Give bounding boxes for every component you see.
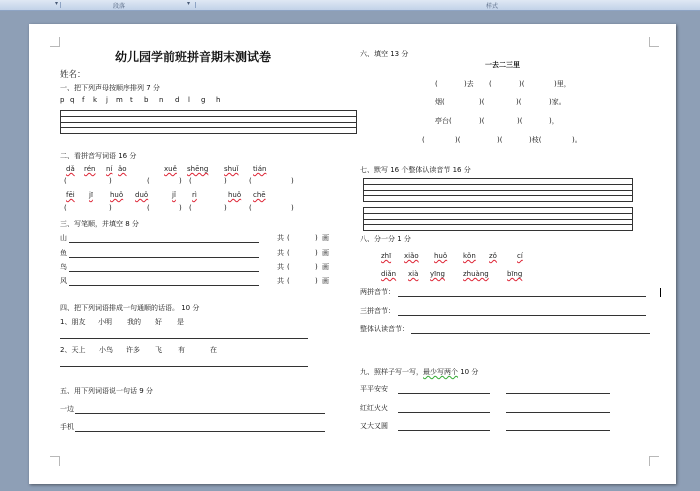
q1-letter: f bbox=[82, 96, 85, 104]
q6-heading: 六、填空 13 分 bbox=[360, 50, 409, 58]
q4-word: 许多 bbox=[126, 346, 140, 354]
q8-heading: 八、分一分 1 分 bbox=[360, 235, 411, 243]
pinyin-word: ǎo bbox=[118, 165, 127, 173]
pinyin-word: xuě bbox=[164, 165, 177, 173]
ribbon-group-styles[interactable]: 样式 bbox=[486, 3, 499, 10]
q9-heading: 九、照样子写一写，最少写两个 10 分 bbox=[360, 368, 479, 376]
ribbon-group-paragraph[interactable]: 段落 bbox=[113, 3, 126, 10]
pinyin-word: tián bbox=[253, 165, 267, 173]
total-label: 共 bbox=[277, 234, 284, 242]
paren: ) bbox=[315, 234, 318, 242]
q1-letter: t bbox=[130, 96, 133, 104]
stroke-order-line[interactable] bbox=[69, 242, 259, 243]
paren: ( bbox=[147, 204, 150, 212]
poem-blank: )枝( bbox=[529, 136, 542, 144]
answer-line[interactable] bbox=[398, 412, 490, 413]
paren: ( bbox=[287, 277, 290, 285]
poem-blank: )， bbox=[549, 117, 559, 125]
q9-example: 又大又圆 bbox=[360, 422, 388, 430]
answer-line[interactable] bbox=[75, 413, 325, 414]
pinyin-syllable: huǒ bbox=[434, 252, 448, 260]
paren: ) bbox=[109, 204, 112, 212]
crop-mark bbox=[649, 37, 659, 47]
pinyin-word: dǎ bbox=[66, 165, 75, 173]
q1-letter: g bbox=[201, 96, 206, 104]
q1-letter: b bbox=[144, 96, 149, 104]
paren: ( bbox=[189, 204, 192, 212]
page-title: 幼儿园学前班拼音期末测试卷 bbox=[115, 50, 272, 64]
paren: ) bbox=[291, 177, 294, 185]
pinyin-syllable: cí bbox=[517, 252, 523, 260]
total-label: 共 bbox=[277, 277, 284, 285]
crop-mark bbox=[50, 37, 60, 47]
q5-heading: 五、用下列词语说一句话 9 分 bbox=[60, 387, 153, 395]
ribbon-launcher-icon[interactable]: ▾ bbox=[55, 0, 59, 7]
q9-example: 红红火火 bbox=[360, 404, 388, 412]
q9-example: 平平安安 bbox=[360, 385, 388, 393]
poem-blank: ( bbox=[422, 136, 425, 144]
pinyin-syllable: bīng bbox=[507, 270, 523, 278]
q4-word: 2、天上 bbox=[60, 346, 86, 354]
paren: ) bbox=[315, 249, 318, 257]
q4-word: 好 bbox=[155, 318, 162, 326]
q2-heading: 二、看拼音写词语 16 分 bbox=[60, 152, 137, 160]
stroke-order-line[interactable] bbox=[69, 257, 259, 258]
poem-blank: )( bbox=[497, 136, 503, 144]
paren: ) bbox=[224, 204, 227, 212]
q1-writing-lines[interactable] bbox=[60, 110, 357, 134]
q3-char: 风 bbox=[60, 277, 67, 285]
poem-blank: )家。 bbox=[549, 98, 566, 106]
paren: ) bbox=[315, 277, 318, 285]
pinyin-word: shēng bbox=[187, 165, 209, 173]
pinyin-word: huǒ bbox=[110, 191, 124, 199]
ribbon-strip bbox=[0, 0, 700, 11]
pinyin-word: jǐ bbox=[172, 191, 176, 199]
q1-letter: q bbox=[70, 96, 75, 104]
q1-letter: h bbox=[216, 96, 221, 104]
paren: ( bbox=[64, 177, 67, 185]
q1-letter: m bbox=[116, 96, 123, 104]
pinyin-syllable: diǎn bbox=[381, 270, 397, 278]
poem-blank: 烟( bbox=[435, 98, 445, 106]
total-label: 共 bbox=[277, 249, 284, 257]
pinyin-word: rì bbox=[192, 191, 197, 199]
answer-line[interactable] bbox=[411, 333, 650, 334]
answer-line[interactable] bbox=[398, 296, 646, 297]
q1-letter: d bbox=[175, 96, 180, 104]
answer-line[interactable] bbox=[506, 393, 610, 394]
answer-line[interactable] bbox=[75, 431, 325, 432]
unit-label: 画 bbox=[322, 263, 329, 271]
paren: ) bbox=[179, 204, 182, 212]
pinyin-syllable: zǒ bbox=[489, 252, 497, 260]
pinyin-word: shuǐ bbox=[224, 165, 239, 173]
unit-label: 画 bbox=[322, 249, 329, 257]
paren: ) bbox=[315, 263, 318, 271]
q4-word: 在 bbox=[210, 346, 217, 354]
q4-word: 是 bbox=[177, 318, 184, 326]
category-label: 两拼音节： bbox=[360, 288, 395, 296]
q1-letter: p bbox=[60, 96, 65, 104]
document-page[interactable] bbox=[29, 24, 676, 484]
paren: ) bbox=[224, 177, 227, 185]
pinyin-word: chē bbox=[253, 191, 266, 199]
pinyin-syllable: kǒn bbox=[463, 252, 476, 260]
ribbon-launcher-icon[interactable]: ▾ bbox=[187, 0, 191, 7]
poem-title: 一去二三里 bbox=[485, 61, 520, 69]
answer-line[interactable] bbox=[60, 366, 308, 367]
answer-line[interactable] bbox=[398, 315, 646, 316]
poem-blank: )( bbox=[516, 98, 522, 106]
pinyin-syllable: xiǎo bbox=[404, 252, 419, 260]
q1-letter: n bbox=[159, 96, 164, 104]
q7-writing-lines-2[interactable] bbox=[363, 207, 633, 231]
q4-word: 小鸟 bbox=[99, 346, 113, 354]
q1-letter: j bbox=[106, 96, 108, 104]
pinyin-syllable: zhī bbox=[381, 252, 392, 260]
pinyin-word: jī bbox=[89, 191, 93, 199]
name-label: 姓名： bbox=[60, 70, 86, 80]
poem-blank: )去 bbox=[464, 80, 474, 88]
paren: ( bbox=[287, 263, 290, 271]
q3-char: 鸟 bbox=[60, 263, 67, 271]
poem-blank: ( bbox=[489, 80, 492, 88]
answer-line[interactable] bbox=[398, 393, 490, 394]
paren: ( bbox=[64, 204, 67, 212]
poem-blank: )里， bbox=[554, 80, 571, 88]
paren: ) bbox=[179, 177, 182, 185]
paren: ( bbox=[287, 234, 290, 242]
q3-char: 山 bbox=[60, 234, 67, 242]
poem-blank: )( bbox=[455, 136, 461, 144]
answer-line[interactable] bbox=[398, 430, 490, 431]
pinyin-word: duǒ bbox=[135, 191, 149, 199]
text-cursor bbox=[660, 288, 661, 297]
pinyin-syllable: zhuàng bbox=[463, 270, 489, 278]
stroke-order-line[interactable] bbox=[69, 285, 259, 286]
pinyin-word: rén bbox=[84, 165, 96, 173]
q4-heading: 四、把下列词语排成一句通顺的话语。 10 分 bbox=[60, 304, 200, 312]
poem-blank: 亭台( bbox=[435, 117, 452, 125]
poem-blank: )( bbox=[479, 98, 485, 106]
q1-letter: k bbox=[93, 96, 98, 104]
q3-heading: 三、写笔顺，并填空 8 分 bbox=[60, 220, 139, 228]
poem-blank: ( bbox=[435, 80, 438, 88]
paren: ( bbox=[249, 177, 252, 185]
q3-char: 鱼 bbox=[60, 249, 67, 257]
q1-letter: l bbox=[188, 96, 190, 104]
paren: ( bbox=[249, 204, 252, 212]
crop-mark bbox=[649, 456, 659, 466]
q4-word: 有 bbox=[178, 346, 185, 354]
poem-blank: )( bbox=[519, 80, 525, 88]
answer-line[interactable] bbox=[60, 338, 308, 339]
total-label: 共 bbox=[277, 263, 284, 271]
paren: ) bbox=[291, 204, 294, 212]
pinyin-word: fēi bbox=[66, 191, 75, 199]
q4-word: 1、朋友 bbox=[60, 318, 86, 326]
stroke-order-line[interactable] bbox=[69, 271, 259, 272]
q4-word: 小明 bbox=[98, 318, 112, 326]
category-label: 三拼音节： bbox=[360, 307, 395, 315]
q7-writing-lines-1[interactable] bbox=[363, 178, 633, 202]
paren: ( bbox=[287, 249, 290, 257]
poem-blank: )( bbox=[517, 117, 523, 125]
poem-blank: )( bbox=[479, 117, 485, 125]
unit-label: 画 bbox=[322, 234, 329, 242]
pinyin-word: ní bbox=[106, 165, 113, 173]
pinyin-word: huǒ bbox=[228, 191, 242, 199]
q5-word: 手机 bbox=[60, 423, 74, 431]
paren: ( bbox=[147, 177, 150, 185]
q5-word: 一边 bbox=[60, 405, 74, 413]
q4-word: 我的 bbox=[127, 318, 141, 326]
q1-heading: 一、把下列声母按顺序排列 7 分 bbox=[60, 84, 160, 92]
category-label: 整体认读音节： bbox=[360, 325, 409, 333]
answer-line[interactable] bbox=[506, 430, 610, 431]
pinyin-syllable: yīng bbox=[430, 270, 445, 278]
crop-mark bbox=[50, 456, 60, 466]
q4-word: 飞 bbox=[155, 346, 162, 354]
pinyin-syllable: xià bbox=[408, 270, 419, 278]
poem-blank: )。 bbox=[572, 136, 582, 144]
answer-line[interactable] bbox=[506, 412, 610, 413]
unit-label: 画 bbox=[322, 277, 329, 285]
paren: ( bbox=[189, 177, 192, 185]
q7-heading: 七、默写 16 个整体认读音节 16 分 bbox=[360, 166, 471, 174]
paren: ) bbox=[109, 177, 112, 185]
